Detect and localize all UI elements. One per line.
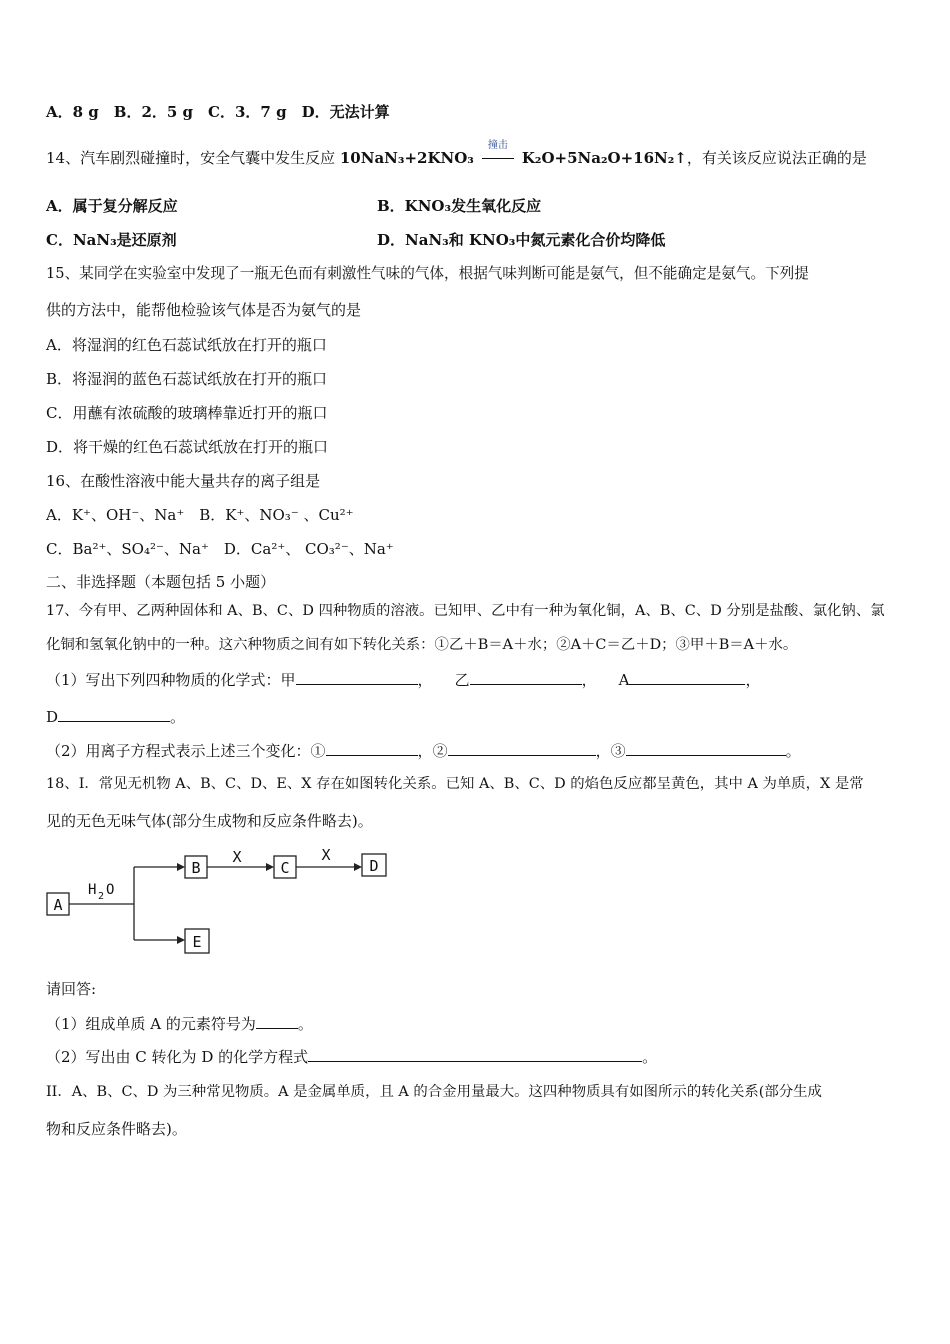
q13-options: A．8 g B．2．5 g C．3．7 g D．无法计算 — [46, 103, 390, 121]
q18-ii-line1: II．A、B、C、D 为三种常见物质。A 是金属单质，且 A 的合金用量最大。这四种物质具有如图所示的转化关系(部分生成 — [46, 1084, 822, 1100]
answer-prompt: 请回答: — [46, 980, 97, 998]
arrowhead-d — [354, 863, 362, 871]
q14-prefix: 14、汽车剧烈碰撞时，安全气囊中发生反应 — [46, 149, 340, 167]
q16-options-ab: A．K⁺、OH⁻、Na⁺ B．K⁺、NO₃⁻ 、Cu²⁺ — [46, 506, 354, 524]
q17-part2 — [46, 740, 801, 761]
q14-reactants: 10NaN₃+2KNO₃ — [339, 149, 474, 167]
q18-part2-label: （2）写出由 C 转化为 D 的化学方程式 — [46, 1048, 309, 1066]
q18-stem-line1: 18、I．常见无机物 A、B、C、D、E、X 存在如图转化关系。已知 A、B、C、D 的焰色反应都呈黄色，其中 A 为单质，X 是常 — [46, 776, 864, 792]
q14-option-d: D．NaN₃和 KNO₃中氮元素化合价均降低 — [377, 231, 666, 249]
period: 。 — [785, 742, 801, 760]
q16-options-cd: C．Ba²⁺、SO₄²⁻、Na⁺ D．Ca²⁺、 CO₃²⁻、Na⁺ — [46, 540, 394, 558]
q15-option-d: D．将干燥的红色石蕊试纸放在打开的瓶口 — [46, 438, 329, 456]
q14-option-a: A．属于复分解反应 — [46, 197, 178, 215]
answer-blank-element[interactable] — [256, 1013, 298, 1029]
q16-stem: 16、在酸性溶液中能大量共存的离子组是 — [46, 472, 321, 490]
q17-part1-label: （1）写出下列四种物质的化学式：甲 — [46, 671, 296, 689]
svg-text:H: H — [88, 882, 97, 898]
q15-option-c: C．用蘸有浓硫酸的玻璃棒靠近打开的瓶口 — [46, 404, 328, 422]
answer-blank-a[interactable] — [629, 669, 745, 685]
answer-blank-d[interactable] — [58, 706, 170, 722]
label-e: E — [192, 933, 202, 951]
q18-stem-line2: 见的无色无味气体(部分生成物和反应条件略去)。 — [46, 812, 373, 830]
q17-part1 — [46, 669, 760, 690]
comma: ， — [417, 671, 433, 689]
label-eq3: ③ — [610, 742, 626, 760]
answer-blank-yi[interactable] — [470, 669, 582, 685]
label-a: A — [618, 671, 630, 689]
label-b: B — [191, 859, 201, 877]
period: 。 — [642, 1048, 658, 1066]
label-d: D — [46, 708, 59, 726]
q17-stem-line2: 化铜和氢氧化钠中的一种。这六种物质之间有如下转化关系：①乙＋B＝A＋水；②A＋C＝乙＋D；③甲＋B＝A＋水。 — [46, 637, 798, 653]
label-water — [88, 882, 114, 902]
q14-products: K₂O+5Na₂O+16N₂↑ — [521, 149, 687, 167]
transformation-diagram — [44, 846, 404, 958]
period: 。 — [297, 1015, 313, 1033]
label-d: D — [369, 857, 379, 875]
q18-part2 — [46, 1046, 657, 1067]
answer-blank-eq3[interactable] — [626, 740, 786, 756]
comma: ， — [745, 671, 761, 689]
answer-blank-jia[interactable] — [296, 669, 418, 685]
q14-option-c: C．NaN₃是还原剂 — [46, 231, 177, 249]
q17-stem-line1: 17、今有甲、乙两种固体和 A、B、C、D 四种物质的溶液。已知甲、乙中有一种为氧化铜，A、B、C、D 分别是盐酸、氯化钠、氯 — [46, 603, 885, 619]
comma: ， — [417, 742, 433, 760]
q15-stem-line2: 供的方法中，能帮他检验该气体是否为氨气的是 — [46, 301, 362, 319]
svg-text:2: 2 — [98, 891, 105, 902]
svg-text:O: O — [106, 882, 115, 898]
q18-part1 — [46, 1013, 313, 1034]
q18-ii-line2: 物和反应条件略去)。 — [46, 1120, 187, 1138]
answer-blank-eq1[interactable] — [326, 740, 418, 756]
q17-part2-label: （2）用离子方程式表示上述三个变化：① — [46, 742, 326, 760]
q15-stem-line1: 15、某同学在实验室中发现了一瓶无色而有刺激性气味的气体，根据气味判断可能是氨气，但不能确定是氨气。下列提 — [46, 265, 809, 282]
answer-blank-equation[interactable] — [308, 1046, 642, 1062]
reaction-arrow — [482, 140, 514, 168]
label-x1: X — [232, 848, 242, 866]
q15-option-a: A．将湿润的红色石蕊试纸放在打开的瓶口 — [46, 336, 327, 354]
label-c: C — [280, 859, 290, 877]
q14-stem — [46, 140, 867, 168]
q14-suffix: ，有关该反应说法正确的是 — [686, 149, 867, 167]
q15-option-b: B．将湿润的蓝色石蕊试纸放在打开的瓶口 — [46, 370, 328, 388]
comma: ， — [595, 742, 611, 760]
arrowhead-c — [266, 863, 274, 871]
label-yi: 乙 — [454, 671, 470, 689]
period: 。 — [170, 708, 186, 726]
label-x2: X — [321, 846, 331, 864]
reaction-condition: 撞击 — [487, 140, 508, 151]
q17-part1-cont — [46, 706, 185, 727]
arrowhead-e — [177, 936, 185, 944]
label-eq2: ② — [432, 742, 448, 760]
arrowhead-b — [177, 863, 185, 871]
q18-part1-label: （1）组成单质 A 的元素符号为 — [46, 1015, 256, 1033]
answer-blank-eq2[interactable] — [448, 740, 596, 756]
comma: ， — [581, 671, 597, 689]
section-heading: 二、非选择题（本题包括 5 小题） — [46, 573, 276, 591]
label-a: A — [53, 896, 63, 914]
q14-option-b: B．KNO₃发生氧化反应 — [377, 197, 542, 215]
